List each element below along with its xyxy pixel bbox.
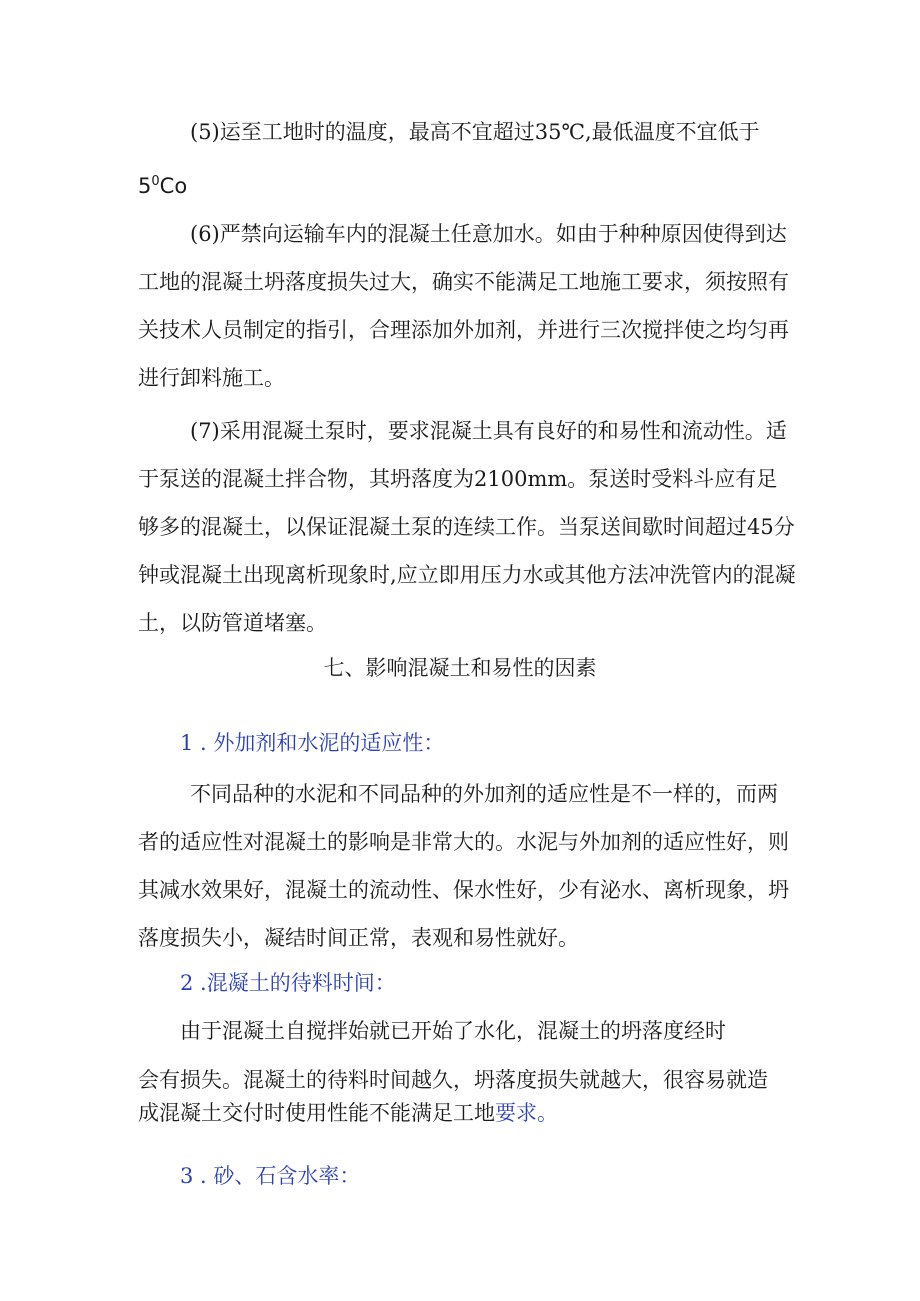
paragraph-7: (7)采用混凝土泵时，要求混凝土具有良好的和易性和流动性。适于泵送的混凝土拌合物，其坍落度为2100mm。泵送时受料斗应有足够多的混凝土，以保证混凝土泵的连续工作。当泵送间歇时间超过45分钟或混凝土出现离析现象时,应立即用压力水或其他方法冲洗管内的混凝土，以防管道堵塞。 [138,419,796,635]
temperature-value: 5 [138,174,152,198]
item-1-body: 不同品种的水泥和不同品种的外加剂的适应性是不一样的，而两者的适应性对混凝土的影响是非常大的。水泥与外加剂的适应性好，则其减水效果好，混凝土的流动性、保水性好，少有泌水、离析现象，坍落度损失小，凝结时间正常，表观和易性就好。 [138,782,789,950]
degree-superscript: 0 [151,174,160,189]
item-1-heading: 1 . 外加剂和水泥的适应性： [180,731,445,755]
item-2-body-line-2: 会有损失。混凝土的待料时间越久，坍落度损失就越大，很容易就造 [138,1068,768,1092]
temperature-unit: Co [159,174,188,198]
paragraph-5-text: (5)运至工地时的温度，最高不宜超过35℃,最低温度不宜低于 [190,120,760,144]
item-2-body-line-3-text: 成混凝土交付时使用性能不能满足工地 [138,1101,495,1125]
paragraph-6: (6)严禁向运输车内的混凝土任意加水。如由于种种原因使得到达工地的混凝土坍落度损失过大，确实不能满足工地施工要求，须按照有关技术人员制定的指引，合理添加外加剂，并进行三次搅拌使之均匀再进行卸料施工。 [138,222,789,390]
item-2-body-line-3-highlight: 要求。 [495,1101,558,1125]
paragraph-5-line-1 [190,117,760,147]
section-heading: 七、影响混凝土和易性的因素 [323,656,597,680]
item-2-body-line-1: 由于混凝土自搅拌始就已开始了水化，混凝土的坍落度经时 [180,1019,726,1043]
item-3-heading: 3 . 砂、石含水率： [180,1164,361,1188]
paragraph-5-line-2 [138,171,187,201]
item-2-heading: 2 .混凝土的待料时间： [180,971,396,995]
item-2-body-line-3 [138,1098,558,1128]
